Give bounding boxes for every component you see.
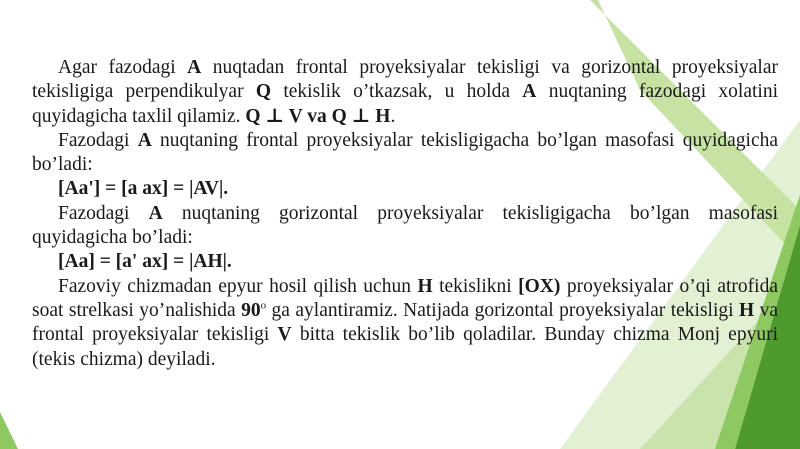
paragraph-3: Fazodagi A nuqtaning gorizontal proyeksiyalar tekisligigacha bo’lgan masofasi quyidagicha bo’ladi: (32, 202, 778, 249)
paragraph-4: Fazoviy chizmadan epyur hosil qilish uchun H tekislikni [OX) proyeksiyalar o’qi atrofida soat strelkasi yo’nalishida 90$^o$ ga aylantiramiz. Natijada gorizontal proyeksiyalar tekisligi H va frontal proyeksiyalar tekisligi V bitta tekislik bo’lib qoladilar. Bunday chizma Monj epyuri (tekis chizma) deyiladi. (32, 275, 778, 370)
formula-distance-v: [Aa'] = [a ax] = |AV|. (58, 178, 229, 200)
slide-body (32, 56, 778, 372)
formula-distance-h: [Aa] = [a' ax] = |AH|. (58, 251, 232, 273)
paragraph-2: Fazodagi A nuqtaning frontal proyeksiyalar tekisligigacha bo’lgan masofasi quyidagicha bo’ladi: (32, 129, 779, 176)
paragraph-1: Agar fazodagi A nuqtadan frontal proyeksiyalar tekisligi va gorizontal proyeksiyalar tekisligiga perpendikulyar Q tekislik o’tkazsak, u holda A nuqtaning fazodagi xolatini quyidagicha taxlil qilamiz. Q ⊥ V va Q ⊥ H. (32, 57, 778, 127)
left-green-corner (0, 412, 18, 449)
